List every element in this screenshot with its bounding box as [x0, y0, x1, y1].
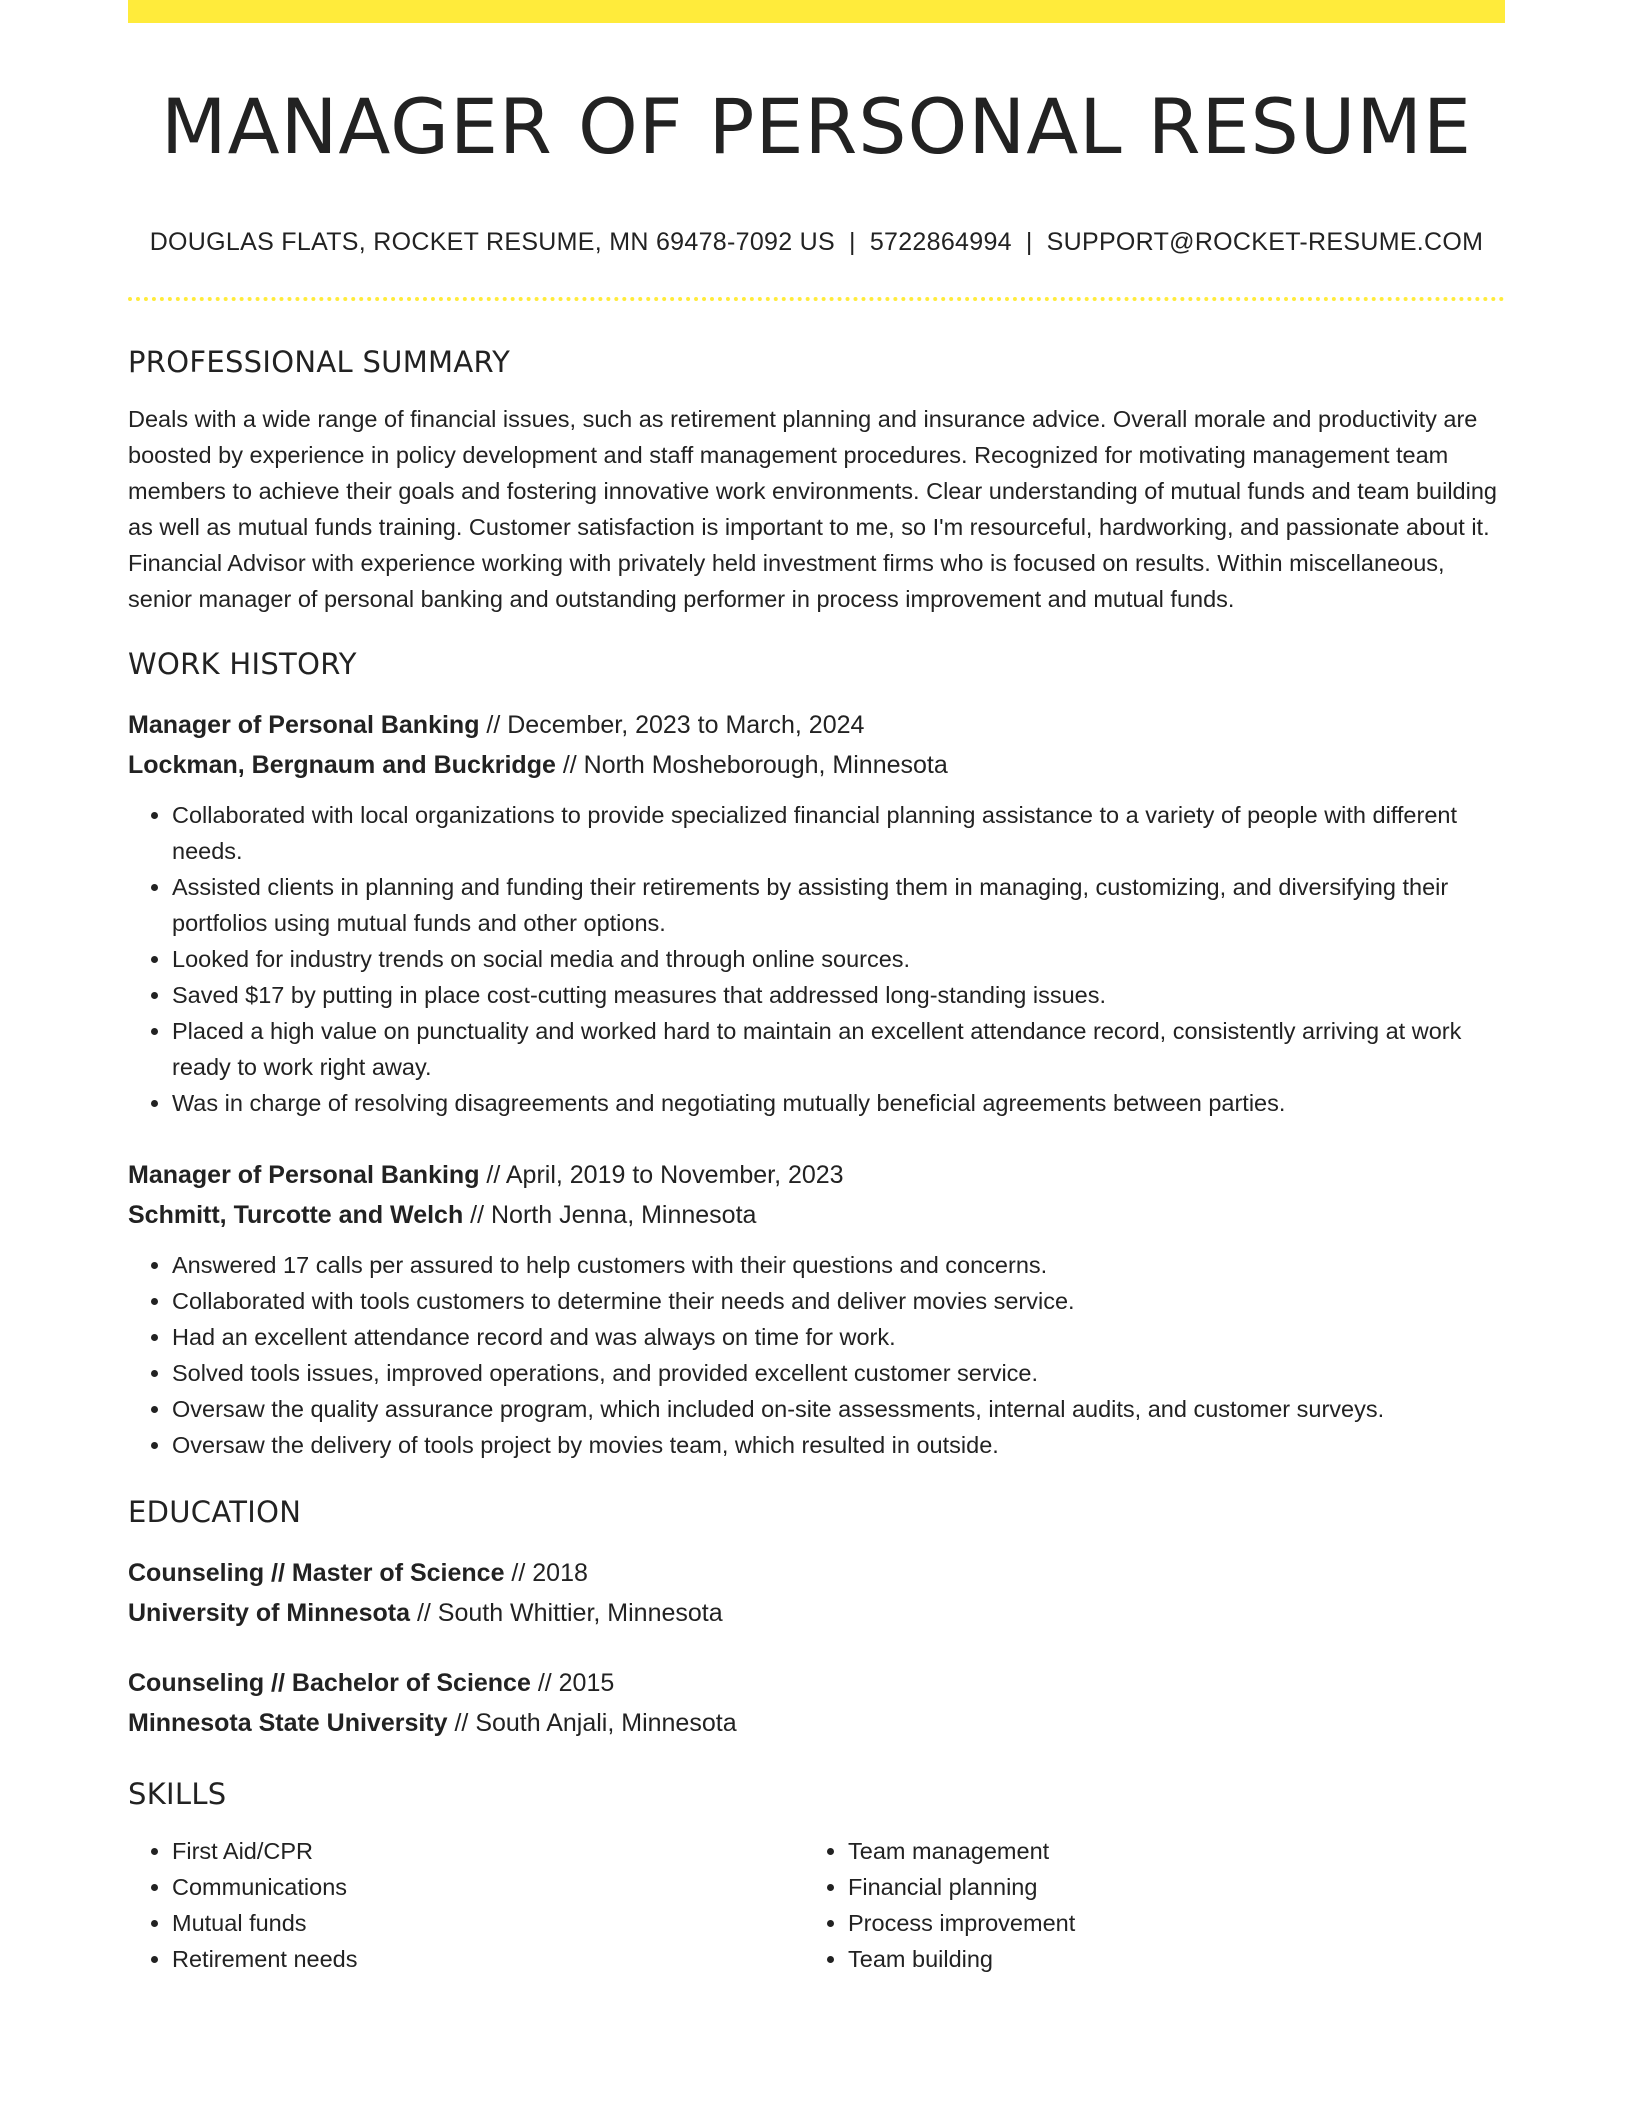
job-role: Manager of Personal Banking [128, 711, 480, 740]
job-dates: // December, 2023 to March, 2024 [479, 711, 865, 740]
skill-item: • Process improvement [848, 1905, 1480, 1941]
education-entry [128, 1663, 1505, 1743]
skill-item: • Team management [848, 1833, 1480, 1869]
job-role-line [128, 1155, 1505, 1195]
contact-separator: | [1025, 228, 1033, 257]
job-entry [128, 705, 1505, 1121]
education-heading: EDUCATION [128, 1495, 302, 1530]
skill-item: • Communications [172, 1869, 804, 1905]
job-company: Schmitt, Turcotte and Welch [128, 1201, 464, 1230]
contact-separator: | [849, 228, 856, 257]
job-location: // North Jenna, Minnesota [463, 1201, 757, 1230]
skill-item: • Mutual funds [172, 1905, 804, 1941]
job-bullet: • Assisted clients in planning and funding their retirements by assisting them in managing, customizing, and diversifying their portfolios using mutual funds and other options. [172, 869, 1505, 941]
job-bullet: • Solved tools issues, improved operations, and provided excellent customer service. [172, 1355, 1505, 1391]
skill-item: • Team building [848, 1941, 1480, 1977]
job-role: Manager of Personal Banking [128, 1161, 480, 1190]
job-bullet: • Placed a high value on punctuality and worked hard to maintain an excellent attendance record, consistently arriving at work ready to work right away. [172, 1013, 1505, 1085]
skill-item: • First Aid/CPR [172, 1833, 804, 1869]
job-company: Lockman, Bergnaum and Buckridge [128, 751, 556, 780]
job-bullet: • Oversaw the delivery of tools project by movies team, which resulted in outside. [172, 1427, 1505, 1463]
education-entry [128, 1553, 1505, 1633]
job-company-line [128, 745, 1505, 785]
contact-email: SUPPORT@ROCKET-RESUME.COM [1046, 228, 1484, 257]
education-degree: Counseling // Master of Science [128, 1559, 505, 1588]
job-dates: // April, 2019 to November, 2023 [479, 1161, 844, 1190]
top-accent-bar [128, 0, 1505, 23]
education-degree-line [128, 1553, 1505, 1593]
summary-text: Deals with a wide range of financial issues, such as retirement planning and insurance advice. Overall morale and productivity are boosted by experience in policy development and staff management procedures. Recognized for motivating management team members to achieve their goals and fostering innovative work environments. Clear understanding of mutual funds and team building as well as mutual funds training. Customer satisfaction is important to me, so I'm resourceful, hardworking, and passionate about it. Financial Advisor with experience working with privately held investment firms who is focused on results. Within miscellaneous, senior manager of personal banking and outstanding performer in process improvement and mutual funds. [128, 406, 1497, 613]
job-bullet: • Collaborated with local organizations to provide specialized financial planning assistance to a variety of people with different needs. [172, 797, 1505, 869]
job-location: // North Mosheborough, Minnesota [555, 751, 948, 780]
job-bullets [128, 797, 1505, 1121]
job-bullets [128, 1247, 1505, 1463]
job-bullet: • Saved $17 by putting in place cost-cutting measures that addressed long-standing issues. [172, 977, 1505, 1013]
education-degree-line [128, 1663, 1505, 1703]
job-bullet: • Collaborated with tools customers to determine their needs and deliver movies service. [172, 1283, 1505, 1319]
job-bullet: • Had an excellent attendance record and was always on time for work. [172, 1319, 1505, 1355]
education-year: // 2015 [530, 1669, 615, 1698]
job-bullet: • Was in charge of resolving disagreements and negotiating mutually beneficial agreements between parties. [172, 1085, 1505, 1121]
skills-column-left [128, 1833, 804, 1977]
skills-column-right [804, 1833, 1480, 1977]
contact-phone: 5722864994 [869, 228, 1012, 257]
skill-item: • Financial planning [848, 1869, 1480, 1905]
education-year: // 2018 [504, 1559, 588, 1588]
resume-title: MANAGER OF PERSONAL RESUME [161, 82, 1472, 171]
job-entry [128, 1155, 1505, 1463]
education-school: University of Minnesota [128, 1599, 410, 1628]
skills-heading: SKILLS [128, 1777, 227, 1812]
contact-address: DOUGLAS FLATS, ROCKET RESUME, MN 69478-7092 US [149, 228, 836, 257]
job-bullet: • Looked for industry trends on social media and through online sources. [172, 941, 1505, 977]
job-bullet: • Answered 17 calls per assured to help customers with their questions and concerns. [172, 1247, 1505, 1283]
skills-list [128, 1833, 1505, 1977]
work-history-heading: WORK HISTORY [128, 647, 357, 682]
summary-heading: PROFESSIONAL SUMMARY [128, 345, 511, 380]
education-location: // South Anjali, Minnesota [447, 1709, 737, 1738]
education-school-line [128, 1593, 1505, 1633]
education-degree: Counseling // Bachelor of Science [128, 1669, 531, 1698]
education-location: // South Whittier, Minnesota [410, 1599, 723, 1628]
job-role-line [128, 705, 1505, 745]
skill-item: • Retirement needs [172, 1941, 804, 1977]
resume-page [128, 0, 1505, 1977]
education-school-line [128, 1703, 1505, 1743]
header-divider [128, 297, 1505, 301]
contact-line [128, 228, 1505, 257]
job-bullet: • Oversaw the quality assurance program, which included on-site assessments, internal audits, and customer surveys. [172, 1391, 1505, 1427]
job-company-line [128, 1195, 1505, 1235]
education-school: Minnesota State University [128, 1709, 448, 1738]
